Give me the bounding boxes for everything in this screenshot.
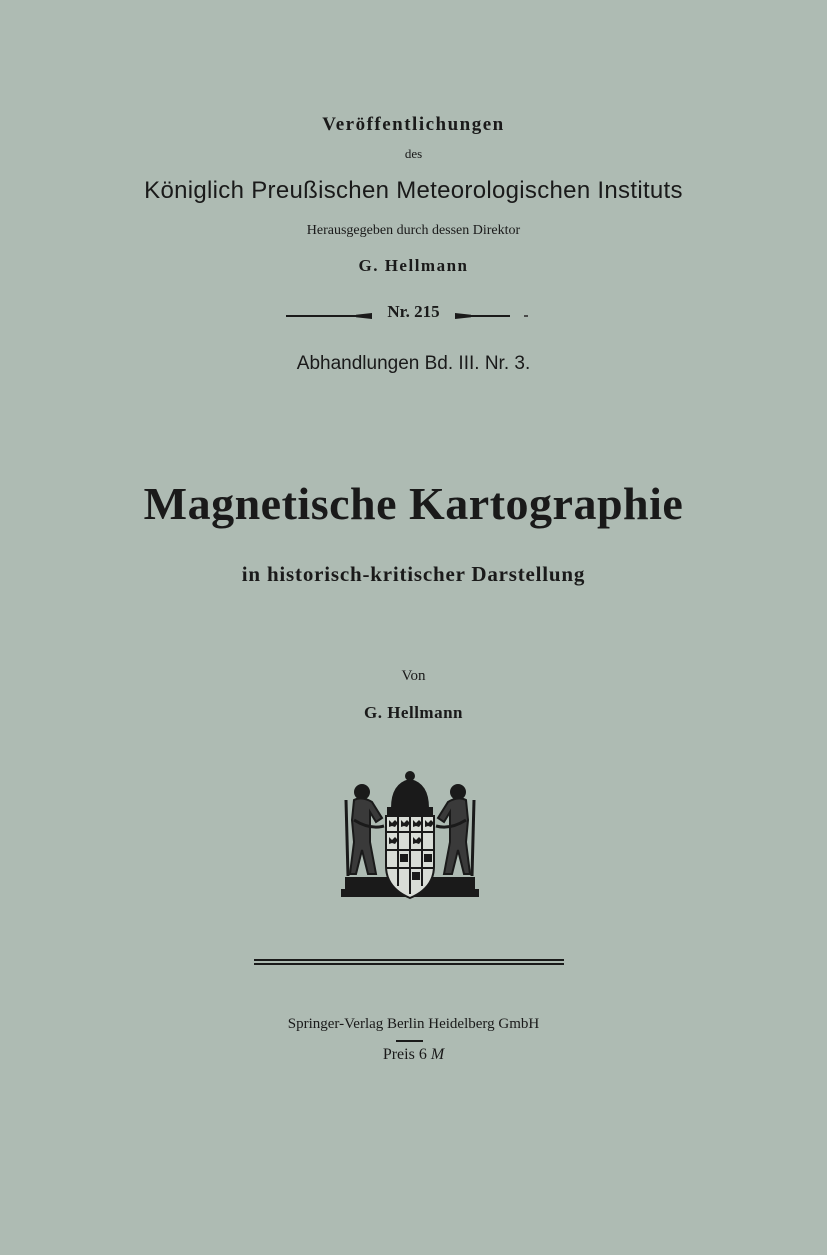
ornament-rule-left	[286, 315, 372, 317]
issue-number: Nr. 215	[387, 302, 440, 321]
book-subtitle: in historisch-kritischer Darstellung	[241, 562, 586, 586]
double-rule-divider	[254, 959, 564, 965]
by-label: Von	[401, 668, 426, 684]
book-title: Magnetische Kartographie	[143, 478, 684, 529]
editor-name: G. Hellmann	[358, 256, 469, 275]
prussian-coat-of-arms-icon	[340, 770, 480, 915]
series-connector: des	[404, 146, 423, 161]
price	[0, 1046, 827, 1064]
ornament-rule-right	[455, 315, 510, 317]
publisher: Springer-Verlag Berlin Heidelberg GmbH	[287, 1016, 540, 1032]
institute-name: Königlich Preußischen Meteorologischen Instituts	[144, 177, 683, 204]
author-name: G. Hellmann	[363, 703, 463, 722]
volume-info: Abhandlungen Bd. III. Nr. 3.	[296, 353, 531, 374]
series-title: Veröffentlichungen	[322, 114, 505, 135]
number-row	[0, 302, 827, 326]
ornament-dot	[524, 315, 528, 317]
price-label: Preis 6	[382, 1046, 427, 1063]
editor-note: Herausgegeben durch dessen Direktor	[306, 223, 521, 238]
price-currency: M	[430, 1046, 445, 1063]
short-rule	[396, 1040, 423, 1042]
